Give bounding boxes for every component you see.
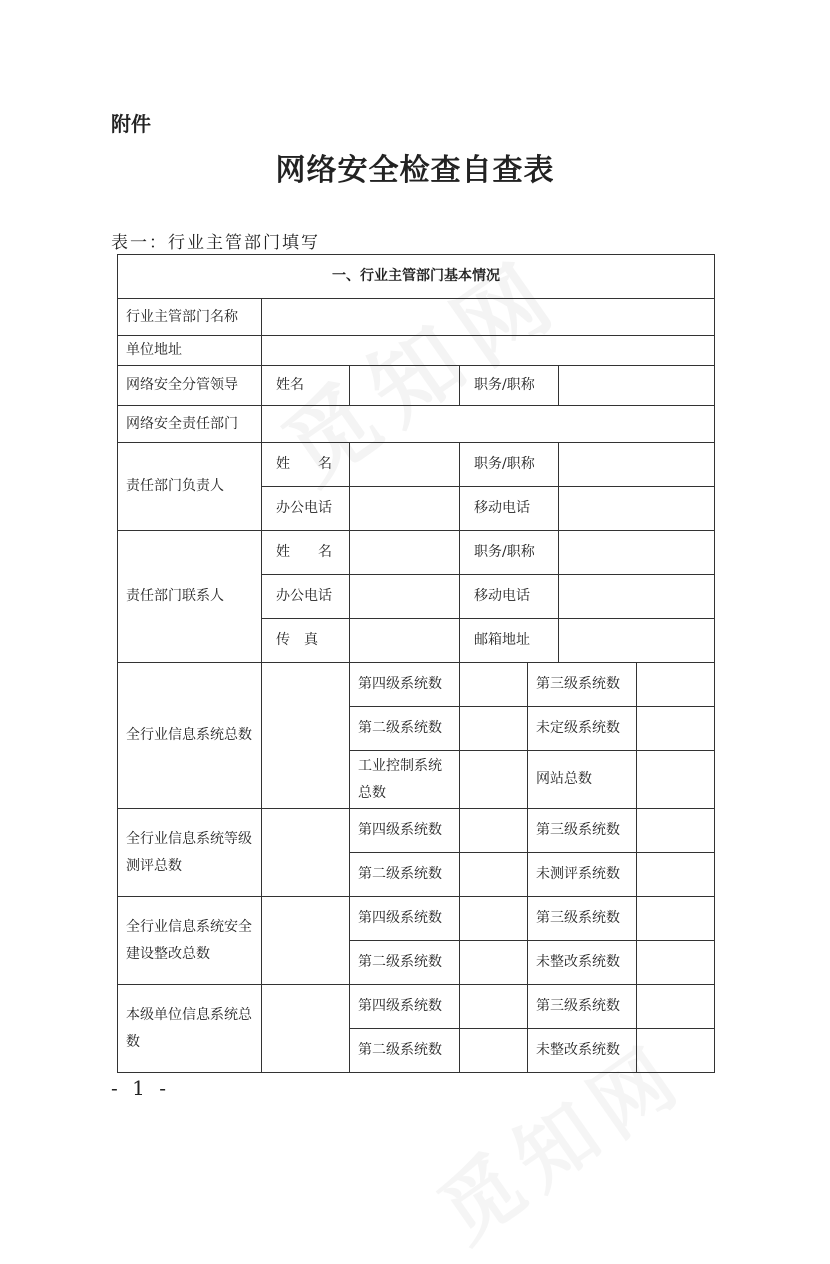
table-subtitle: 表一：行业主管部门填写 <box>111 233 320 253</box>
rectification-total-row <box>118 897 715 941</box>
responsible-dept-field[interactable] <box>262 406 715 443</box>
level4-label: 第四级系统数 <box>350 663 460 707</box>
unrectified-label: 未整改系统数 <box>528 941 637 985</box>
level3-label: 第三级系统数 <box>528 809 637 853</box>
dept-name-label: 行业主管部门名称 <box>118 299 262 336</box>
level2-field[interactable] <box>460 853 528 897</box>
head-mobile-label: 移动电话 <box>460 487 559 531</box>
self-check-table <box>117 254 715 1073</box>
level4-field[interactable] <box>460 897 528 941</box>
leader-name-field[interactable] <box>350 366 460 406</box>
level3-field[interactable] <box>637 897 715 941</box>
level3-label: 第三级系统数 <box>528 985 637 1029</box>
ics-total-label: 工业控制系统总数 <box>350 751 460 809</box>
leader-position-field[interactable] <box>559 366 715 406</box>
head-name-field[interactable] <box>350 443 460 487</box>
contact-position-label: 职务/职称 <box>460 531 559 575</box>
system-total-row <box>118 663 715 707</box>
contact-mobile-label: 移动电话 <box>460 575 559 619</box>
contact-fax-label: 传 真 <box>262 619 350 663</box>
contact-email-label: 邮箱地址 <box>460 619 559 663</box>
unit-address-label: 单位地址 <box>118 336 262 366</box>
head-office-phone-field[interactable] <box>350 487 460 531</box>
unit-system-total-field[interactable] <box>262 985 350 1073</box>
level3-label: 第三级系统数 <box>528 663 637 707</box>
head-name-label: 姓 名 <box>262 443 350 487</box>
level4-field[interactable] <box>460 809 528 853</box>
rectification-total-label: 全行业信息系统安全建设整改总数 <box>118 897 262 985</box>
system-total-field[interactable] <box>262 663 350 809</box>
level2-label: 第二级系统数 <box>350 941 460 985</box>
responsible-dept-label: 网络安全责任部门 <box>118 406 262 443</box>
level4-label: 第四级系统数 <box>350 809 460 853</box>
level2-label: 第二级系统数 <box>350 853 460 897</box>
unrectified-field[interactable] <box>637 1029 715 1073</box>
unrated-label: 未定级系统数 <box>528 707 637 751</box>
website-total-field[interactable] <box>637 751 715 809</box>
unassessed-field[interactable] <box>637 853 715 897</box>
unit-address-field[interactable] <box>262 336 715 366</box>
level2-field[interactable] <box>460 1029 528 1073</box>
attachment-label: 附件 <box>111 112 151 136</box>
level2-label: 第二级系统数 <box>350 1029 460 1073</box>
dept-contact-row <box>118 531 715 575</box>
page-number: - 1 - <box>111 1076 170 1100</box>
unit-system-total-label: 本级单位信息系统总数 <box>118 985 262 1073</box>
head-position-label: 职务/职称 <box>460 443 559 487</box>
level4-label: 第四级系统数 <box>350 985 460 1029</box>
level4-field[interactable] <box>460 985 528 1029</box>
contact-name-field[interactable] <box>350 531 460 575</box>
level3-field[interactable] <box>637 809 715 853</box>
unrectified-field[interactable] <box>637 941 715 985</box>
head-mobile-field[interactable] <box>559 487 715 531</box>
unrated-field[interactable] <box>637 707 715 751</box>
unit-system-total-row <box>118 985 715 1029</box>
level2-field[interactable] <box>460 941 528 985</box>
ics-total-field[interactable] <box>460 751 528 809</box>
level3-field[interactable] <box>637 985 715 1029</box>
unrectified-label: 未整改系统数 <box>528 1029 637 1073</box>
security-leader-label: 网络安全分管领导 <box>118 366 262 406</box>
head-position-field[interactable] <box>559 443 715 487</box>
dept-name-field[interactable] <box>262 299 715 336</box>
website-total-label: 网站总数 <box>528 751 637 809</box>
responsible-dept-row <box>118 406 715 443</box>
contact-email-field[interactable] <box>559 619 715 663</box>
contact-office-phone-label: 办公电话 <box>262 575 350 619</box>
section-title: 一、行业主管部门基本情况 <box>118 255 715 299</box>
security-leader-row <box>118 366 715 406</box>
rectification-total-field[interactable] <box>262 897 350 985</box>
dept-head-label: 责任部门负责人 <box>118 443 262 531</box>
dept-name-row <box>118 299 715 336</box>
system-total-label: 全行业信息系统总数 <box>118 663 262 809</box>
contact-mobile-field[interactable] <box>559 575 715 619</box>
contact-fax-field[interactable] <box>350 619 460 663</box>
level3-field[interactable] <box>637 663 715 707</box>
level4-label: 第四级系统数 <box>350 897 460 941</box>
assessment-total-label: 全行业信息系统等级测评总数 <box>118 809 262 897</box>
dept-head-row <box>118 443 715 487</box>
contact-position-field[interactable] <box>559 531 715 575</box>
level4-field[interactable] <box>460 663 528 707</box>
page-title: 网络安全检查自查表 <box>275 153 555 188</box>
head-office-phone-label: 办公电话 <box>262 487 350 531</box>
assessment-total-field[interactable] <box>262 809 350 897</box>
level3-label: 第三级系统数 <box>528 897 637 941</box>
unassessed-label: 未测评系统数 <box>528 853 637 897</box>
dept-contact-label: 责任部门联系人 <box>118 531 262 663</box>
section-header-row <box>118 255 715 299</box>
leader-name-label: 姓名 <box>262 366 350 406</box>
assessment-total-row <box>118 809 715 853</box>
contact-office-phone-field[interactable] <box>350 575 460 619</box>
unit-address-row <box>118 336 715 366</box>
leader-position-label: 职务/职称 <box>460 366 559 406</box>
level2-field[interactable] <box>460 707 528 751</box>
level2-label: 第二级系统数 <box>350 707 460 751</box>
contact-name-label: 姓 名 <box>262 531 350 575</box>
